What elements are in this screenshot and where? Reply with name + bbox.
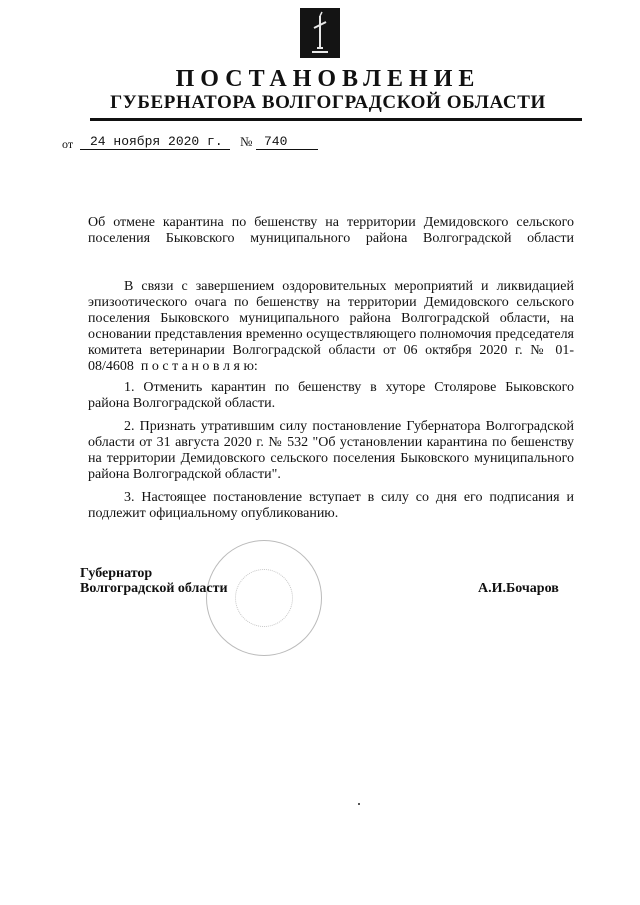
signatory-position-line1: Губернатор <box>80 566 153 581</box>
number-prefix: № <box>240 134 253 149</box>
date-prefix: от <box>62 137 74 151</box>
document-number: 740 <box>264 134 288 149</box>
document-date: 24 ноября 2020 г. <box>90 134 223 149</box>
item-3: 3. Настоящее постановление вступает в силу со дня его подписания и подлежит официальному опубликованию. <box>88 490 574 521</box>
decree-word: п о с т а н о в л я ю: <box>140 359 258 374</box>
scan-speck <box>358 803 360 805</box>
signatory-position <box>80 566 228 596</box>
document-subtitle: ГУБЕРНАТОРА ВОЛГОГРАДСКОЙ ОБЛАСТИ <box>110 92 546 113</box>
intro-text: В связи с завершением оздоровительных мероприятий и ликвидацией эпизоотического очага по бешенству на территории Демидовского сельского поселения Быковского муниципального района Волгоградской области, на основании представления временно осуществляющего полномочия председателя комитета ветеринарии Волгоградской области от 06 октября 2020 г. № 01-08/4608 <box>88 279 574 374</box>
intro-paragraph <box>88 279 574 375</box>
coat-of-arms-emblem <box>300 8 340 58</box>
item-1: 1. Отменить карантин по бешенству в хуторе Столярове Быковского района Волгоградской области. <box>88 380 574 411</box>
signatory-position-line2: Волгоградской области <box>80 581 228 596</box>
document-title: ПОСТАНОВЛЕНИЕ <box>175 66 481 92</box>
number-underline <box>256 149 318 150</box>
official-seal-stamp <box>206 540 322 656</box>
signatory-name: А.И.Бочаров <box>478 581 559 596</box>
document-subject: Об отмене карантина по бешенству на территории Демидовского сельского поселения Быковского муниципального района Волгоградской области <box>88 215 574 246</box>
date-underline <box>80 149 230 150</box>
item-2: 2. Признать утратившим силу постановление Губернатора Волгоградской области от 31 августа 2020 г. № 532 "Об установлении карантина по бешенству на территории Демидовского сельского поселения Быковского муниципального района Волгоградской области". <box>88 419 574 482</box>
header-rule <box>90 118 582 121</box>
